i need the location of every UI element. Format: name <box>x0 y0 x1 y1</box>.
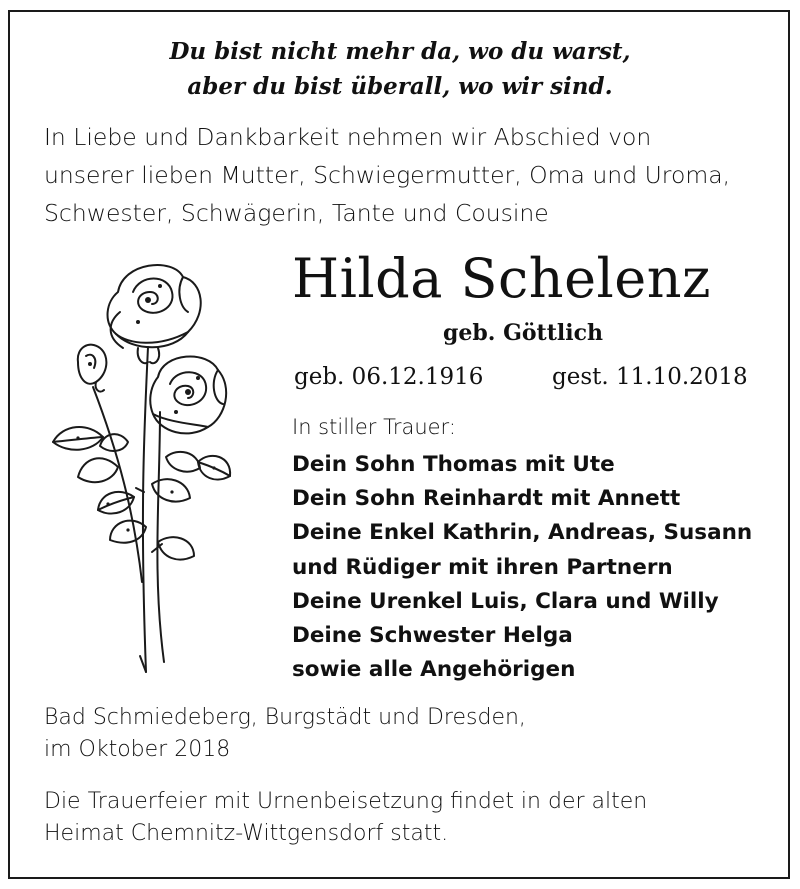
mourner-line: sowie alle Angehörigen <box>292 657 576 683</box>
ceremony-line: Die Trauerfeier mit Urnenbeisetzung findet in der alten <box>44 789 648 814</box>
quote-line: aber du bist überall, wo wir sind. <box>187 73 613 100</box>
birth-name: geb. Göttlich <box>443 320 603 346</box>
ceremony-note <box>44 786 647 850</box>
mourning-label: In stiller Trauer: <box>292 415 456 439</box>
mourner-line: Deine Urenkel Luis, Clara und Willy <box>292 588 719 614</box>
mourner-line: Dein Sohn Thomas mit Ute <box>292 452 615 477</box>
ceremony-line: Heimat Chemnitz-Wittgensdorf statt. <box>44 821 449 846</box>
intro-text <box>44 118 784 232</box>
date-line: im Oktober 2018 <box>44 737 231 762</box>
memorial-quote <box>0 34 800 104</box>
mourner-line: Dein Sohn Reinhardt mit Annett <box>292 486 681 512</box>
intro-line: unserer lieben Mutter, Schwiegermutter, Oma und Uroma, <box>44 161 731 189</box>
place-line: Bad Schmiedeberg, Burgstädt und Dresden, <box>44 705 526 730</box>
mourner-line: Deine Schwester Helga <box>292 623 573 649</box>
rose-icon <box>48 252 248 682</box>
mourner-line: Deine Enkel Kathrin, Andreas, Susann <box>292 520 753 546</box>
death-date: gest. 11.10.2018 <box>552 364 748 390</box>
quote-line: Du bist nicht mehr da, wo du warst, <box>169 38 631 65</box>
intro-line: Schwester, Schwägerin, Tante und Cousine <box>44 199 549 227</box>
mourners-list <box>292 448 752 687</box>
intro-line: In Liebe und Dankbarkeit nehmen wir Abschied von <box>44 123 652 151</box>
deceased-name: Hilda Schelenz <box>292 247 711 310</box>
birth-date: geb. 06.12.1916 <box>294 364 484 390</box>
mourner-line: und Rüdiger mit ihren Partnern <box>292 554 673 580</box>
place-date <box>44 702 526 766</box>
